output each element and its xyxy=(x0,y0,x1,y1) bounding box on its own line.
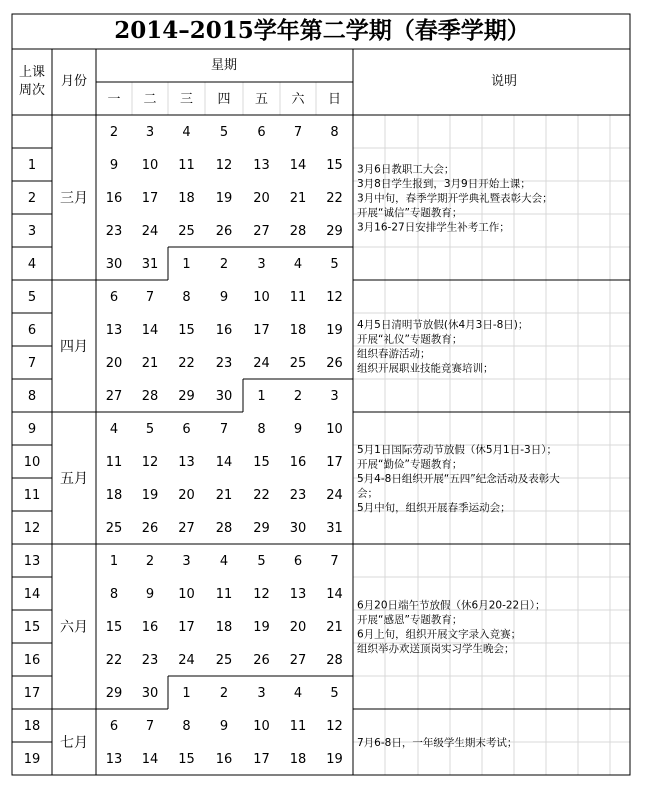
note-line: 开展“礼仪”专题教育； xyxy=(357,333,463,346)
day-cell: 21 xyxy=(326,620,343,635)
week-number: 7 xyxy=(27,356,37,371)
day-cell: 26 xyxy=(253,653,270,668)
day-cell: 5 xyxy=(330,686,339,701)
note-line: 3月中旬，春季学期开学典礼暨表彰大会； xyxy=(357,192,553,205)
day-cell: 14 xyxy=(141,752,159,767)
day-cell: 5 xyxy=(257,554,266,569)
day-cell: 10 xyxy=(253,719,270,734)
weekday-header: 六 xyxy=(291,92,305,107)
day-cell: 23 xyxy=(105,224,123,239)
day-cell: 14 xyxy=(326,587,343,602)
week-number: 2 xyxy=(27,191,37,206)
day-cell: 13 xyxy=(105,323,123,338)
month-label: 七月 xyxy=(60,735,88,751)
day-cell: 6 xyxy=(109,719,119,734)
day-cell: 30 xyxy=(289,521,307,536)
weekday-header: 三 xyxy=(179,92,194,107)
page-title: 2014–2015学年第二学期（春季学期） xyxy=(114,17,530,44)
day-cell: 2 xyxy=(293,389,303,404)
day-cell: 6 xyxy=(257,125,266,140)
day-cell: 3 xyxy=(145,125,155,140)
note-line: 3月6日教职工大会； xyxy=(357,163,455,176)
weekday-header: 五 xyxy=(254,92,269,107)
day-cell: 28 xyxy=(289,224,307,239)
day-cell: 4 xyxy=(109,422,119,437)
day-cell: 7 xyxy=(145,290,155,305)
month-label: 四月 xyxy=(60,339,88,355)
day-cell: 16 xyxy=(215,323,233,338)
day-cell: 16 xyxy=(215,752,233,767)
month-label: 六月 xyxy=(60,619,88,636)
day-cell: 18 xyxy=(289,752,307,767)
day-cell: 22 xyxy=(326,191,343,206)
day-cell: 11 xyxy=(178,158,195,173)
day-cell: 21 xyxy=(215,488,233,503)
day-cell: 6 xyxy=(182,422,191,437)
day-cell: 16 xyxy=(141,620,159,635)
day-cell: 10 xyxy=(326,422,343,437)
day-cell: 17 xyxy=(253,323,270,338)
day-cell: 17 xyxy=(141,191,159,206)
day-cell: 13 xyxy=(289,587,307,602)
day-cell: 29 xyxy=(253,521,270,536)
day-cell: 13 xyxy=(105,752,123,767)
day-cell: 8 xyxy=(257,422,266,437)
day-cell: 4 xyxy=(293,257,303,272)
week-number: 15 xyxy=(23,620,41,635)
day-cell: 19 xyxy=(141,488,159,503)
day-cell: 31 xyxy=(326,521,343,536)
day-cell: 6 xyxy=(293,554,303,569)
day-cell: 10 xyxy=(178,587,195,602)
day-cell: 23 xyxy=(215,356,233,371)
day-cell: 2 xyxy=(145,554,155,569)
day-cell: 17 xyxy=(178,620,195,635)
day-cell: 17 xyxy=(326,455,343,470)
day-cell: 15 xyxy=(253,455,270,470)
note-line: 开展“感恩”专题教育； xyxy=(357,614,463,626)
week-number: 10 xyxy=(23,455,41,470)
day-cell: 18 xyxy=(105,488,123,503)
day-cell: 25 xyxy=(178,224,195,239)
day-cell: 23 xyxy=(141,653,159,668)
month-label: 三月 xyxy=(60,190,88,207)
week-number: 4 xyxy=(27,257,37,272)
weekday-header: 日 xyxy=(327,92,342,107)
day-cell: 26 xyxy=(326,356,343,371)
day-cell: 19 xyxy=(326,752,343,767)
day-cell: 28 xyxy=(141,389,159,404)
day-cell: 7 xyxy=(293,125,303,140)
note-line: 4月5日清明节放假(休4月3日-8日)； xyxy=(357,319,529,331)
day-cell: 22 xyxy=(178,356,195,371)
day-cell: 29 xyxy=(105,686,123,701)
week-number: 12 xyxy=(23,521,41,536)
day-cell: 25 xyxy=(289,356,307,371)
day-cell: 3 xyxy=(257,257,266,272)
note-line: 5月中旬，组织开展春季运动会； xyxy=(357,501,511,514)
note-line: 开展“诚信”专题教育； xyxy=(357,206,463,219)
day-cell: 9 xyxy=(293,422,303,437)
weekday-header: 二 xyxy=(143,92,157,107)
day-cell: 30 xyxy=(141,686,159,701)
note-line: 会； xyxy=(357,487,378,500)
day-cell: 25 xyxy=(105,521,123,536)
day-cell: 5 xyxy=(219,125,229,140)
day-cell: 6 xyxy=(109,290,119,305)
day-cell: 26 xyxy=(141,521,159,536)
note-line: 5月1日国际劳动节放假（休5月1日-3日）； xyxy=(357,443,557,456)
day-cell: 1 xyxy=(257,389,266,404)
month-column-header: 月份 xyxy=(60,74,88,89)
day-cell: 17 xyxy=(253,752,270,767)
day-cell: 19 xyxy=(253,620,270,635)
day-cell: 13 xyxy=(253,158,270,173)
day-cell: 28 xyxy=(326,653,343,668)
day-cell: 3 xyxy=(182,554,191,569)
day-cell: 4 xyxy=(219,554,229,569)
day-cell: 15 xyxy=(326,158,343,173)
day-cell: 4 xyxy=(293,686,303,701)
day-cell: 30 xyxy=(105,257,123,272)
note-line: 开展“勤俭”专题教育； xyxy=(357,458,463,471)
day-cell: 26 xyxy=(215,224,233,239)
day-cell: 24 xyxy=(253,356,270,371)
day-cell: 22 xyxy=(105,653,123,668)
day-cell: 18 xyxy=(289,323,307,338)
day-cell: 8 xyxy=(109,587,119,602)
day-cell: 15 xyxy=(178,323,195,338)
week-number: 9 xyxy=(27,422,37,437)
day-cell: 10 xyxy=(141,158,159,173)
sheet-gridlines xyxy=(12,82,630,775)
day-cell: 2 xyxy=(219,686,229,701)
note-line: 5月4-8日组织开展“五四”纪念活动及表彰大 xyxy=(357,472,560,485)
day-cell: 10 xyxy=(253,290,270,305)
week-number: 16 xyxy=(23,653,41,668)
weekday-header: 四 xyxy=(217,92,231,107)
day-cell: 23 xyxy=(289,488,307,503)
day-cell: 20 xyxy=(105,356,123,371)
day-cell: 1 xyxy=(182,257,191,272)
day-cell: 1 xyxy=(182,686,191,701)
day-cell: 22 xyxy=(253,488,270,503)
week-number: 17 xyxy=(23,686,41,701)
day-cell: 27 xyxy=(289,653,307,668)
day-cell: 15 xyxy=(178,752,195,767)
day-cell: 2 xyxy=(109,125,119,140)
notes-column-header: 说明 xyxy=(490,74,518,89)
week-number: 11 xyxy=(23,488,41,503)
day-cell: 12 xyxy=(326,290,343,305)
weekday-group-header: 星期 xyxy=(210,58,238,73)
note-line: 6月20日端午节放假（休6月20-22日）； xyxy=(357,599,546,612)
day-cell: 3 xyxy=(330,389,339,404)
day-cell: 27 xyxy=(178,521,195,536)
week-number: 1 xyxy=(27,158,37,173)
day-cell: 8 xyxy=(330,125,339,140)
week-number: 18 xyxy=(23,719,41,734)
week-number: 3 xyxy=(27,224,37,239)
day-cell: 30 xyxy=(215,389,233,404)
weekday-header: 一 xyxy=(107,92,121,107)
day-cell: 9 xyxy=(219,719,229,734)
day-cell: 20 xyxy=(253,191,270,206)
day-cell: 11 xyxy=(289,719,307,734)
day-cell: 5 xyxy=(145,422,155,437)
day-cell: 28 xyxy=(215,521,233,536)
note-line: 组织春游活动； xyxy=(357,348,431,360)
day-cell: 19 xyxy=(326,323,343,338)
day-cell: 24 xyxy=(326,488,343,503)
day-cell: 27 xyxy=(253,224,270,239)
day-cell: 21 xyxy=(289,191,307,206)
day-cell: 12 xyxy=(326,719,343,734)
day-cell: 2 xyxy=(219,257,229,272)
month-label: 五月 xyxy=(60,471,88,487)
day-cell: 11 xyxy=(289,290,307,305)
week-number: 6 xyxy=(27,323,37,338)
day-cell: 20 xyxy=(178,488,195,503)
day-cell: 16 xyxy=(105,191,123,206)
table-borders xyxy=(12,14,630,775)
week-number: 19 xyxy=(23,752,41,767)
day-cell: 29 xyxy=(326,224,343,239)
note-line: 3月16-27日安排学生补考工作； xyxy=(357,221,510,234)
day-cell: 9 xyxy=(219,290,229,305)
day-cell: 12 xyxy=(215,158,233,173)
day-cell: 24 xyxy=(141,224,159,239)
day-cell: 11 xyxy=(215,587,233,602)
week-column-header-line2: 周次 xyxy=(18,83,46,98)
day-cell: 16 xyxy=(289,455,307,470)
week-number: 5 xyxy=(27,290,37,305)
day-cell: 7 xyxy=(219,422,229,437)
weekday-headers xyxy=(107,92,341,107)
day-cell: 27 xyxy=(105,389,123,404)
day-cell: 14 xyxy=(215,455,233,470)
day-cell: 19 xyxy=(215,191,233,206)
day-cell: 7 xyxy=(145,719,155,734)
day-cell: 20 xyxy=(289,620,307,635)
day-cell: 3 xyxy=(257,686,266,701)
day-cell: 1 xyxy=(109,554,119,569)
day-cell: 4 xyxy=(182,125,191,140)
day-cell: 18 xyxy=(215,620,233,635)
week-number: 13 xyxy=(23,554,41,569)
day-cell: 9 xyxy=(145,587,155,602)
day-cell: 9 xyxy=(109,158,119,173)
calendar-cells xyxy=(24,125,560,767)
day-cell: 14 xyxy=(289,158,307,173)
day-cell: 14 xyxy=(141,323,159,338)
day-cell: 29 xyxy=(178,389,195,404)
day-cell: 7 xyxy=(330,554,339,569)
day-cell: 13 xyxy=(178,455,195,470)
day-cell: 31 xyxy=(141,257,159,272)
day-cell: 15 xyxy=(105,620,123,635)
day-cell: 5 xyxy=(330,257,339,272)
note-line: 组织举办欢送顶岗实习学生晚会； xyxy=(357,643,515,655)
note-line: 3月8日学生报到，3月9日开始上课； xyxy=(357,177,531,190)
day-cell: 24 xyxy=(178,653,195,668)
note-line: 7月6-8日，一年级学生期末考试； xyxy=(357,736,518,749)
day-cell: 18 xyxy=(178,191,195,206)
day-cell: 11 xyxy=(105,455,123,470)
week-column-header-line1: 上课 xyxy=(18,65,46,80)
note-line: 6月上旬，组织开展文字录入竞赛； xyxy=(357,628,522,641)
week-number: 8 xyxy=(27,389,37,404)
week-number: 14 xyxy=(23,587,41,602)
note-line: 组织开展职业技能竞赛培训； xyxy=(357,362,494,375)
day-cell: 25 xyxy=(215,653,233,668)
day-cell: 8 xyxy=(182,290,191,305)
day-cell: 8 xyxy=(182,719,191,734)
day-cell: 12 xyxy=(141,455,159,470)
day-cell: 21 xyxy=(141,356,159,371)
day-cell: 12 xyxy=(253,587,270,602)
